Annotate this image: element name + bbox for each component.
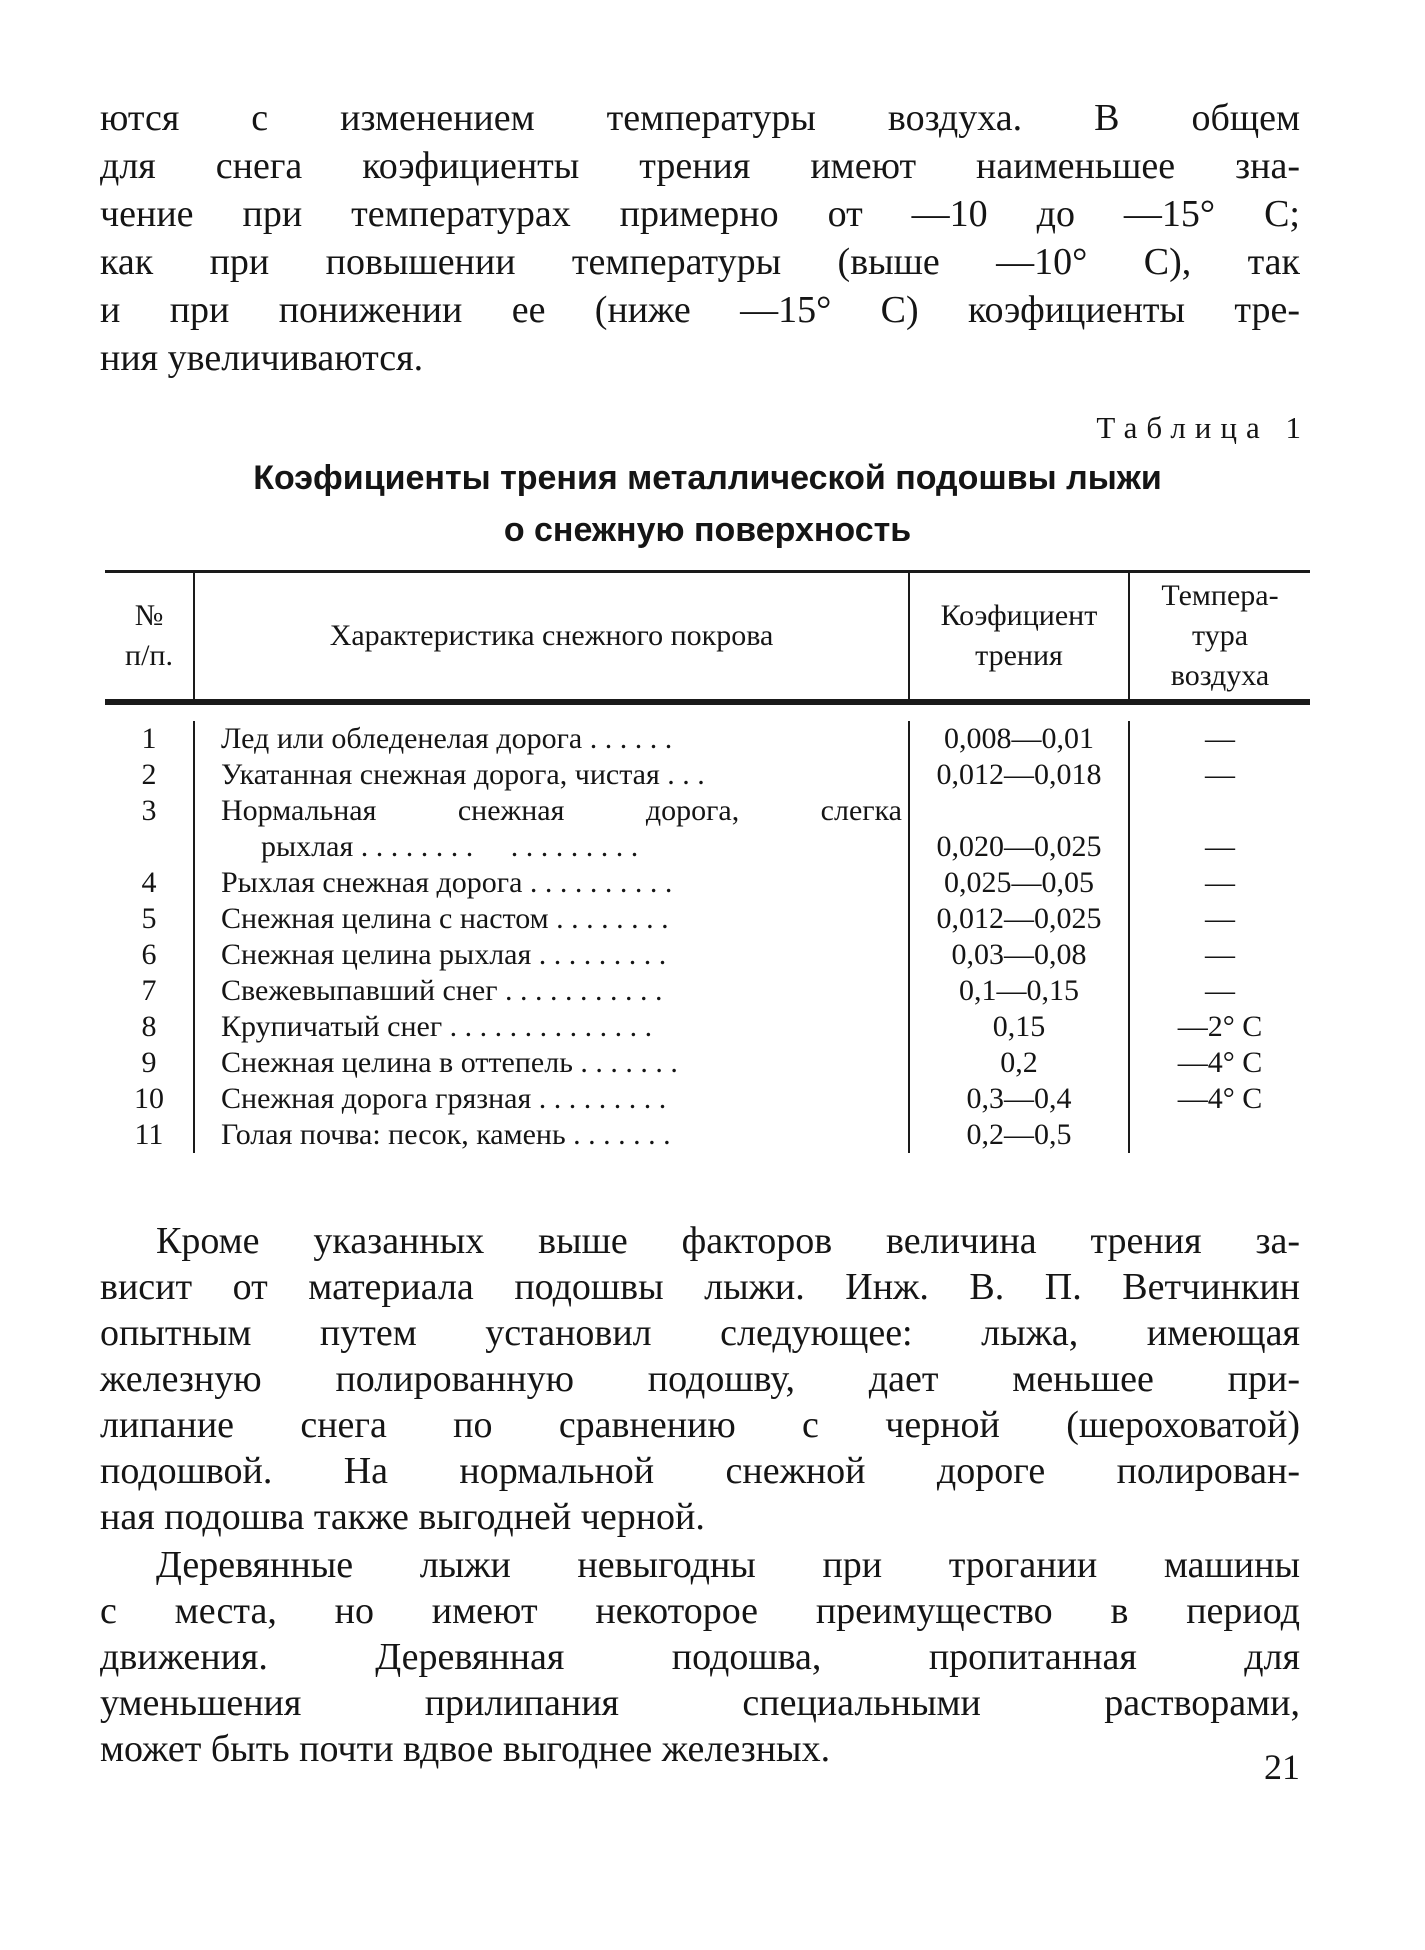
row-number: 7 bbox=[105, 973, 195, 1009]
row-description: рыхлая . . . . . . . . . . . . . . . . . bbox=[195, 829, 910, 865]
row-number: 6 bbox=[105, 937, 195, 973]
row-coefficient: 0,2 bbox=[910, 1045, 1130, 1081]
row-description: Снежная целина рыхлая . . . . . . . . . bbox=[195, 937, 910, 973]
table-caption-label: Таблица 1 bbox=[1096, 410, 1310, 445]
row-number: 11 bbox=[105, 1117, 195, 1153]
table-body bbox=[105, 705, 1310, 1175]
table-row bbox=[105, 1081, 1310, 1117]
row-temperature: — bbox=[1205, 758, 1235, 791]
text-line: липание снега по сравнению с черной (шероховатой) bbox=[100, 1404, 1300, 1446]
text-line: чение при температурах примерно от —10 до —15° С; bbox=[100, 193, 1300, 235]
table-title-line: о снежную поверхность bbox=[503, 511, 912, 549]
row-description: Снежная дорога грязная . . . . . . . . . bbox=[195, 1081, 910, 1117]
row-temperature: — bbox=[1205, 866, 1235, 899]
text-line: висит от материала подошвы лыжи. Инж. В. П. Ветчинкин bbox=[100, 1266, 1300, 1308]
row-number: 1 bbox=[105, 721, 195, 757]
row-temperature bbox=[1130, 1117, 1310, 1153]
text-line: как при повышении температуры (выше —10° С), так bbox=[100, 241, 1300, 283]
text-line: ния увеличиваются. bbox=[100, 337, 424, 379]
table-row bbox=[105, 1045, 1310, 1081]
text-line: ются с изменением температуры воздуха. В общем bbox=[100, 97, 1300, 139]
row-coefficient: 0,012—0,025 bbox=[910, 901, 1130, 937]
text-line: опытным путем установил следующее: лыжа, имеющая bbox=[100, 1312, 1300, 1354]
text-line: подошвой. На нормальной снежной дороге полирован- bbox=[100, 1450, 1300, 1492]
table-row bbox=[105, 937, 1310, 973]
row-number: 8 bbox=[105, 1009, 195, 1045]
row-temperature: — bbox=[1205, 974, 1235, 1007]
row-temperature: —2° С bbox=[1177, 1010, 1263, 1043]
row-number: 5 bbox=[105, 901, 195, 937]
row-number: 10 bbox=[105, 1081, 195, 1117]
paragraph-bottom bbox=[100, 1542, 1300, 1772]
row-coefficient: 0,020—0,025 bbox=[910, 829, 1130, 865]
table-row bbox=[105, 829, 1310, 865]
table-header-row bbox=[105, 570, 1310, 705]
row-description: Укатанная снежная дорога, чистая . . . bbox=[195, 757, 910, 793]
row-coefficient: 0,15 bbox=[910, 1009, 1130, 1045]
text-line: уменьшения прилипания специальными растворами, bbox=[100, 1682, 1300, 1724]
row-description: Крупичатый снег . . . . . . . . . . . . . . bbox=[195, 1009, 910, 1045]
table-row bbox=[105, 973, 1310, 1009]
table-row bbox=[105, 721, 1310, 757]
text-line: и при понижении ее (ниже —15° С) коэфициенты тре- bbox=[100, 289, 1300, 331]
table-header-coef: Коэфициент трения bbox=[910, 573, 1130, 699]
row-number: 9 bbox=[105, 1045, 195, 1081]
row-description: Рыхлая снежная дорога . . . . . . . . . . bbox=[195, 865, 910, 901]
table-row bbox=[105, 901, 1310, 937]
friction-table bbox=[105, 570, 1310, 1175]
text-line: для снега коэфициенты трения имеют наименьшее зна- bbox=[100, 145, 1300, 187]
row-description: Свежевыпавший снег . . . . . . . . . . . bbox=[195, 973, 910, 1009]
table-row bbox=[105, 757, 1310, 793]
row-temperature bbox=[1130, 793, 1310, 829]
table-row bbox=[105, 1117, 1310, 1153]
table-header-desc: Характеристика снежного покрова bbox=[195, 573, 910, 699]
table-title-line: Коэфициенты трения металлической подошвы лыжи bbox=[253, 459, 1162, 497]
row-number bbox=[105, 829, 195, 865]
table-title bbox=[105, 452, 1310, 556]
row-temperature: — bbox=[1205, 830, 1235, 863]
row-coefficient: 0,1—0,15 bbox=[910, 973, 1130, 1009]
text-line: ная подошва также выгодней черной. bbox=[100, 1496, 705, 1538]
row-coefficient: 0,012—0,018 bbox=[910, 757, 1130, 793]
row-temperature: — bbox=[1205, 722, 1235, 755]
row-coefficient: 0,025—0,05 bbox=[910, 865, 1130, 901]
row-temperature: — bbox=[1205, 902, 1235, 935]
row-description: Снежная целина в оттепель . . . . . . . bbox=[195, 1045, 910, 1081]
row-description: Голая почва: песок, камень . . . . . . . bbox=[195, 1117, 910, 1153]
table-header-temp: Темпера- тура воздуха bbox=[1161, 579, 1279, 692]
row-description: Нормальная снежная дорога, слегка bbox=[195, 793, 910, 829]
text-line: может быть почти вдвое выгоднее железных. bbox=[100, 1728, 831, 1770]
row-description: Лед или обледенелая дорога . . . . . . bbox=[195, 721, 910, 757]
table-row bbox=[105, 865, 1310, 901]
row-number: 4 bbox=[105, 865, 195, 901]
table-header-num: № п/п. bbox=[105, 573, 195, 699]
paragraph-middle bbox=[100, 1218, 1300, 1540]
row-description: Снежная целина с настом . . . . . . . . bbox=[195, 901, 910, 937]
row-temperature: — bbox=[1205, 938, 1235, 971]
text-line: движения. Деревянная подошва, пропитанная для bbox=[100, 1636, 1300, 1678]
row-coefficient: 0,2—0,5 bbox=[910, 1117, 1130, 1153]
row-coefficient bbox=[910, 793, 1130, 829]
row-number: 3 bbox=[105, 793, 195, 829]
row-number: 2 bbox=[105, 757, 195, 793]
paragraph-top bbox=[100, 94, 1300, 382]
row-coefficient: 0,03—0,08 bbox=[910, 937, 1130, 973]
text-line: Деревянные лыжи невыгодны при трогании машины bbox=[156, 1544, 1300, 1586]
text-line: Кроме указанных выше факторов величина трения за- bbox=[156, 1220, 1300, 1262]
table-row bbox=[105, 1009, 1310, 1045]
row-temperature: —4° С bbox=[1177, 1046, 1263, 1079]
table-row bbox=[105, 793, 1310, 829]
row-coefficient: 0,3—0,4 bbox=[910, 1081, 1130, 1117]
row-temperature: —4° С bbox=[1177, 1082, 1263, 1115]
text-line: железную полированную подошву, дает меньшее при- bbox=[100, 1358, 1300, 1400]
page-number: 21 bbox=[1264, 1747, 1300, 1787]
row-coefficient: 0,008—0,01 bbox=[910, 721, 1130, 757]
text-line: с места, но имеют некоторое преимущество в период bbox=[100, 1590, 1300, 1632]
